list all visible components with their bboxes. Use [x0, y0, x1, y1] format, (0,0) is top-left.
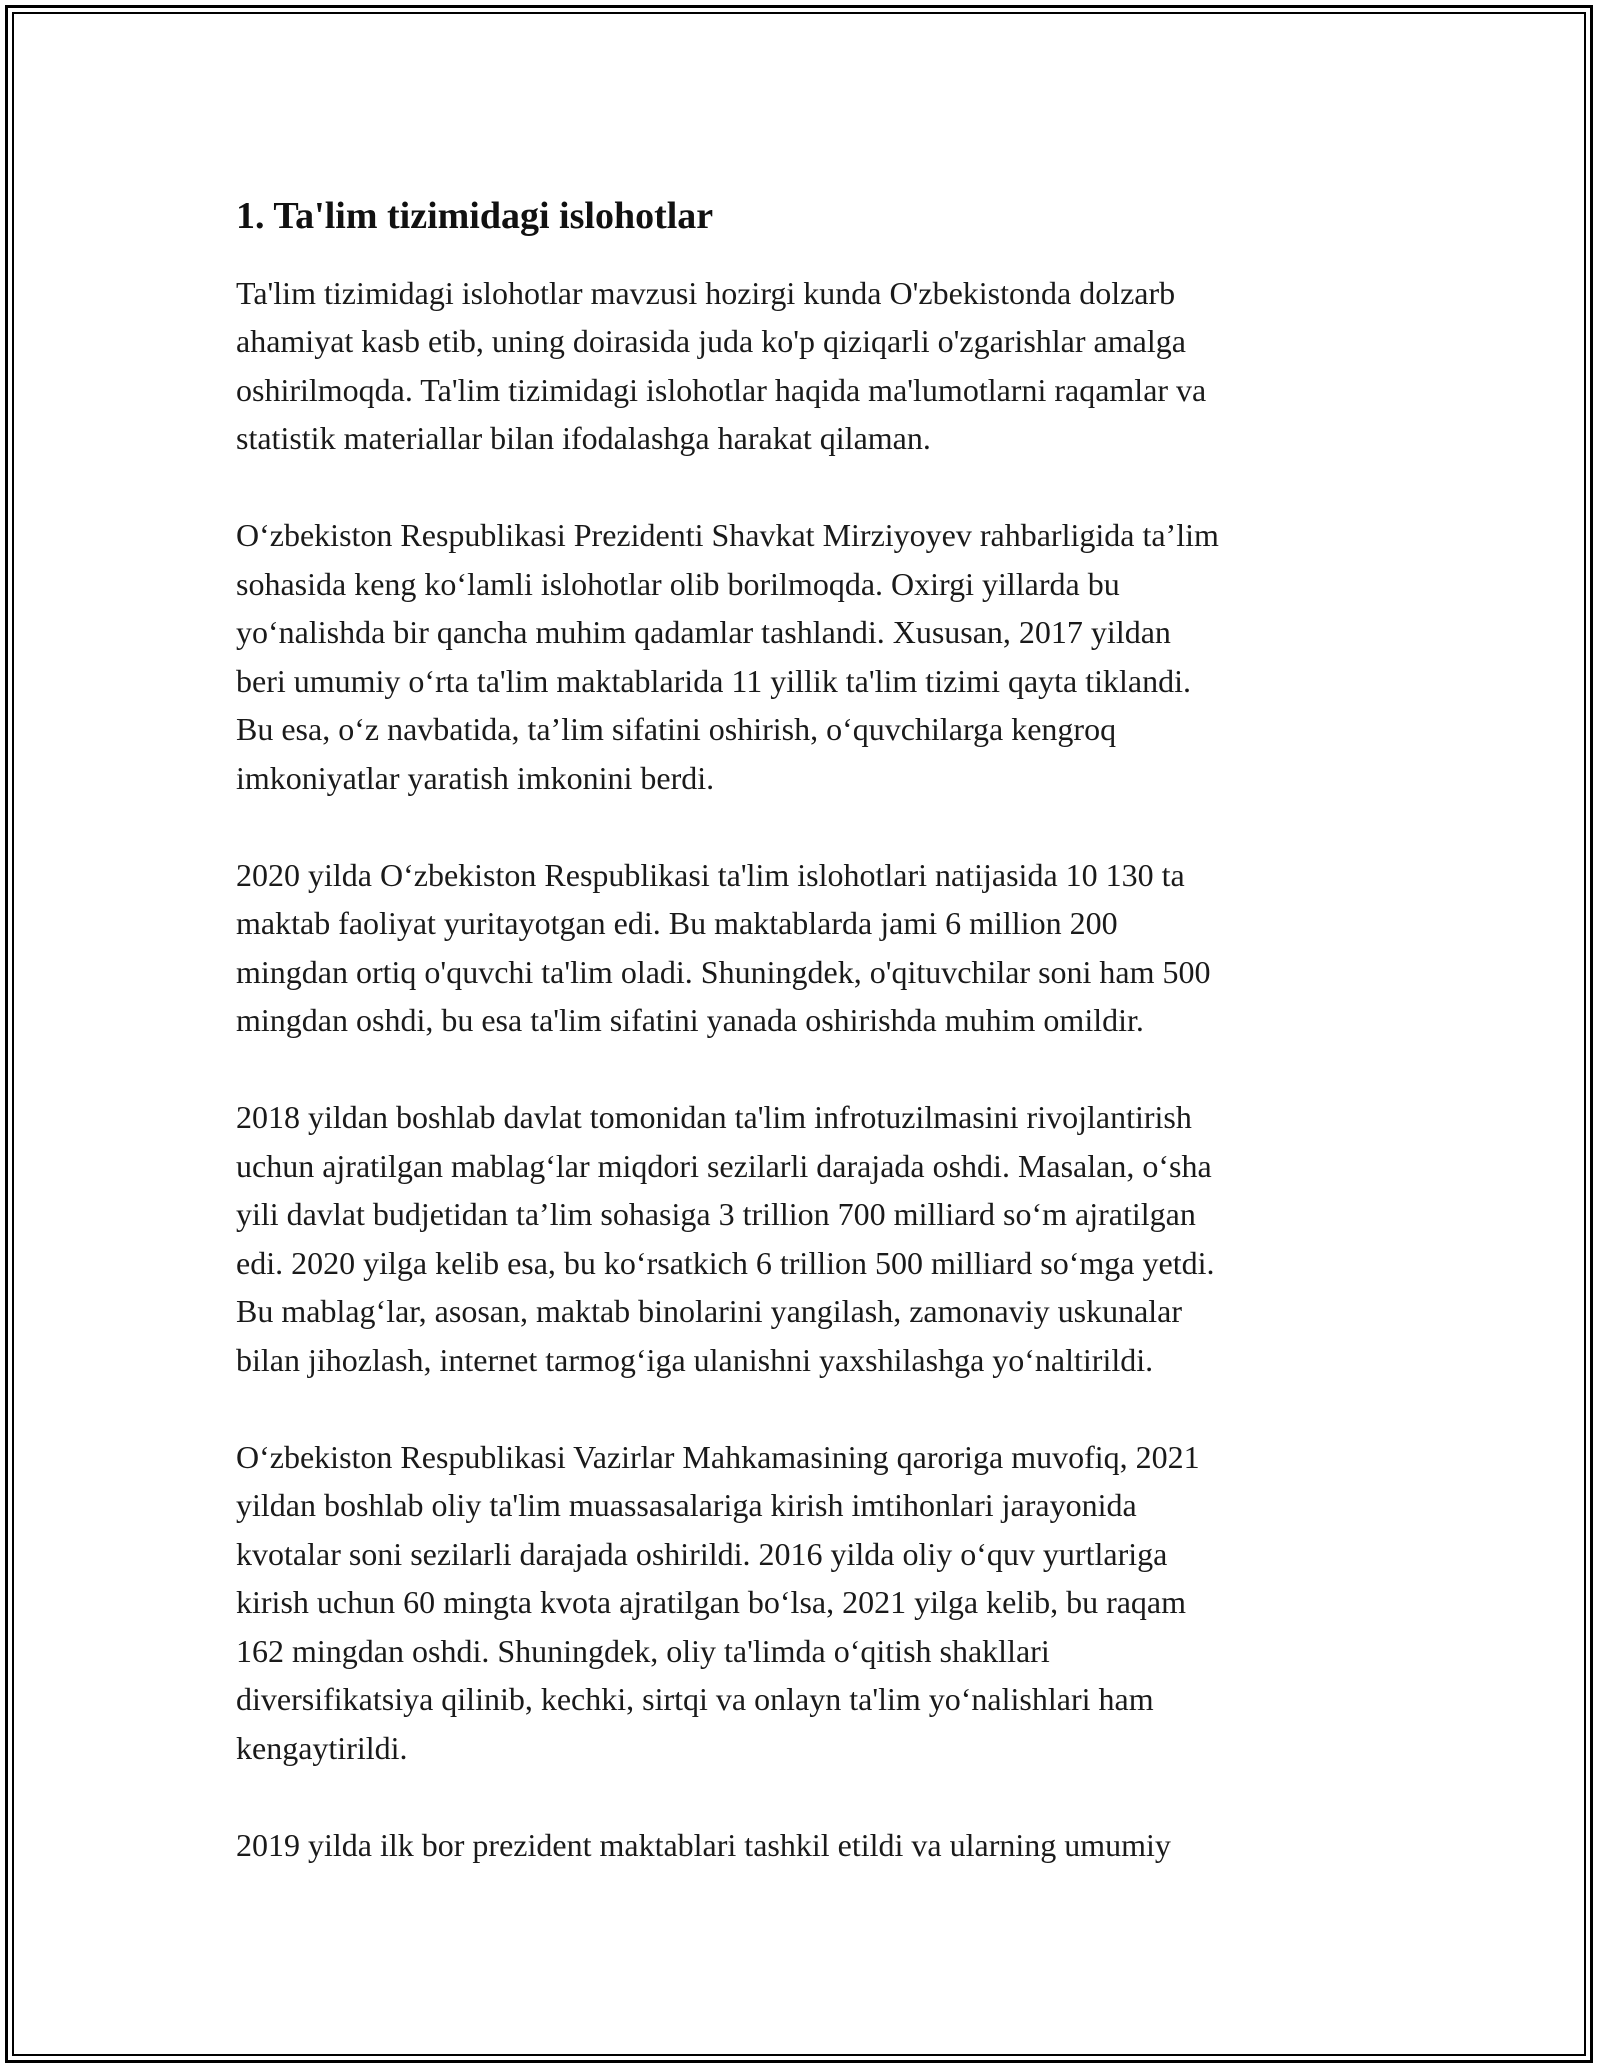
paragraph-presidential-schools: 2019 yilda ilk bor prezident maktablari tashkil etildi va ularning umumiy [236, 1826, 1171, 1863]
paragraph-funding-2018: 2018 yildan boshlab davlat tomonidan ta'lim infrotuzilmasini rivojlantirish uchun ajratilgan mablag‘lar miqdori sezilarli darajada oshdi. Masalan, o‘sha yili davlat budjetidan ta’lim sohasiga 3 trillion 700 milliard so‘m ajratilgan edi. 2020 yilga kelib esa, bu ko‘rsatkich 6 trillion 500 milliard so‘mga yetdi. Bu mablag‘lar, asosan, maktab binolarini yangilash, zamonaviy uskunalar bilan jihozlash, internet tarmog‘iga ulanishni yaxshilashga yo‘naltirildi. [236, 1099, 1215, 1378]
document-body [236, 180, 1376, 1918]
paragraph-schools-2020: 2020 yilda O‘zbekiston Respublikasi ta'lim islohotlari natijasida 10 130 ta maktab faoliyat yuritayotgan edi. Bu maktablarda jami 6 million 200 mingdan ortiq o'quvchi ta'lim oladi. Shuningdek, o'qituvchilar soni ham 500 mingdan oshdi, bu esa ta'lim sifatini yanada oshirishda muhim omildir. [236, 856, 1211, 1039]
paragraph-reforms-leadership: O‘zbekiston Respublikasi Prezidenti Shavkat Mirziyoyev rahbarligida ta’lim sohasida keng ko‘lamli islohotlar olib borilmoqda. Oxirgi yillarda bu yo‘nalishda bir qancha muhim qadamlar tashlandi. Xususan, 2017 yildan beri umumiy o‘rta ta'lim maktablarida 11 yillik ta'lim tizimi qayta tiklandi. Bu esa, o‘z navbatida, ta’lim sifatini oshirish, o‘quvchilarga kengroq imkoniyatlar yaratish imkonini berdi. [236, 517, 1219, 796]
page-title: 1. Ta'lim tizimidagi islohotlar [236, 195, 714, 237]
paragraph-intro: Ta'lim tizimidagi islohotlar mavzusi hozirgi kunda O'zbekistonda dolzarb ahamiyat kasb etib, uning doirasida juda ko'p qiziqarli o'zgarishlar amalga oshirilmoqda. Ta'lim tizimidagi islohotlar haqida ma'lumotlarni raqamlar va statistik materiallar bilan ifodalashga harakat qilaman. [236, 274, 1207, 457]
paragraph-higher-education-quotas: O‘zbekiston Respublikasi Vazirlar Mahkamasining qaroriga muvofiq, 2021 yildan boshlab oliy ta'lim muassasalariga kirish imtihonlari jarayonida kvotalar soni sezilarli darajada oshirildi. 2016 yilda oliy o‘quv yurtlariga kirish uchun 60 mingta kvota ajratilgan bo‘lsa, 2021 yilga kelib, bu raqam 162 mingdan oshdi. Shuningdek, oliy ta'limda o‘qitish shakllari diversifikatsiya qilinib, kechki, sirtqi va onlayn ta'lim yo‘nalishlari ham kengaytirildi. [236, 1438, 1200, 1766]
